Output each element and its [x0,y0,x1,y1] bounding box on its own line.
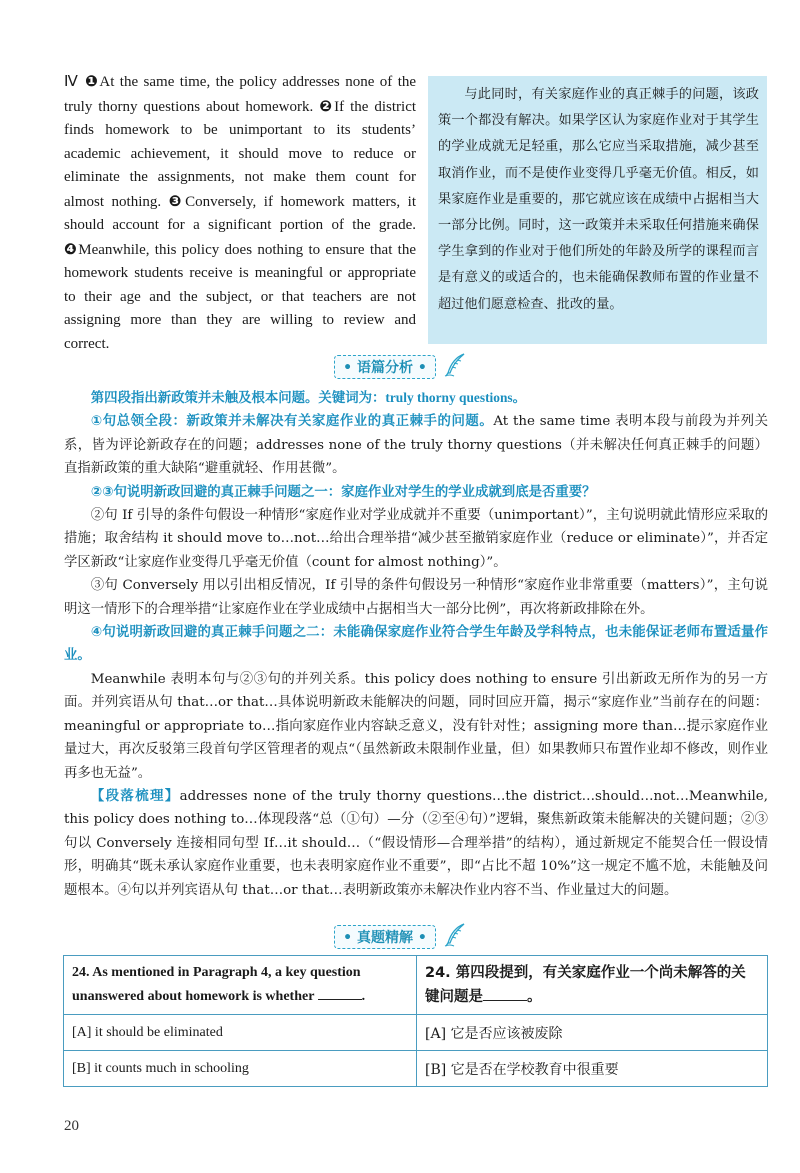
sentence-number-3: ❸ [168,191,186,210]
sentence-number-4: ❹ [64,239,79,258]
question-stem-row [64,956,768,1015]
translation-text: 与此同时，有关家庭作业的真正棘手的问题，该政策一个都没有解决。如果学区认为家庭作业对于其学生的学业成就无足轻重，那么它应当采取措施，减少甚至取消作业，而不是使作业变得几乎毫无价值。相反，如果家庭作业是重要的，那它就应该在成绩中占据相当大一部分比例。同时，这一政策并未采取任何措施来确保学生拿到的作业对于他们所处的年龄及所学的课程而言是有意义的或适合的，也未能确保教师布置的作业量不超过他们愿意检查、批改的量。 [438,87,759,312]
translation-box [428,76,767,344]
question-stem-en: 24. As mentioned in Paragraph 4, a key question unanswered about homework is whether . [64,956,417,1015]
answer-blank [483,988,527,1001]
option-b-zh: [B] 它是否在学校教育中很重要 [417,1051,768,1087]
analysis-summary: 第四段指出新政策并未触及根本问题。关键词为：truly thorny questions。 [90,390,527,406]
option-row-a [64,1015,768,1051]
analysis-sentence-1: ①句总领全段：新政策并未解决有关家庭作业的真正棘手的问题。At the same time 表明本段与前段为并列关系，皆为评论新政存在的问题；addresses none of the truly thorny questions（并未解决任何真正棘手的问题）直指新政策的重大缺陷“避重就轻、作用甚微”。 [64,414,768,477]
exam-section-header [0,923,800,951]
option-a-zh: [A] 它是否应该被废除 [417,1015,768,1051]
analysis-sentence-3: ③句 Conversely 用以引出相反情况，If 引导的条件句假设另一种情形“家庭作业非常重要（matters）”，主句说明这一情形下的合理举措“让家庭作业在学业成绩中占据相当大一部分比例”，再次将新政排除在外。 [64,578,768,617]
analysis-title: • 语篇分析 • [334,355,436,379]
option-a-en: [A] it should be eliminated [64,1015,417,1051]
quill-pen-icon [444,923,466,951]
sentence-1: At the same time, the policy addresses none of the truly thorny questions about homework. [64,74,417,115]
sentence-4: Meanwhile, this policy does nothing to ensure that the homework students receive is meaningful or appropriate to their age and the subject, or that teachers are not assigning more than they are willing to review and correct. [64,241,416,352]
analysis-sentence-4: Meanwhile 表明本句与②③句的并列关系。this policy does nothing to ensure 引出新政无所作为的另一方面。并列宾语从句 that…or that…具体说明新政未能解决的问题，同时回应开篇，揭示“家庭作业”当前存在的问题：meaningful or appropriate to…指向家庭作业内容缺乏意义，没有针对性；assigning more than…提示家庭作业量过大，再次反驳第三段首句学区管理者的观点“（虽然新政未限制作业量，但）如果教师只布置作业却不修改，则作业再多也无益”。 [64,671,768,781]
english-passage [64,70,416,356]
sentence-2: If the district finds homework to be unimportant to its students’ academic achievement, it should move to reduce or eliminate the assignments, not make them count for almost nothing. [64,98,417,210]
quill-pen-icon [444,353,466,381]
answer-blank [318,987,362,1000]
sentence-number-2: ❷ [319,96,335,115]
analysis-sentence-2: ②句 If 引导的条件句假设一种情形“家庭作业对学业成就并不重要（unimportant）”，主句说明就此情形应采取的措施；取舍结构 it should move to…not…给出合理举措“减少甚至撤销家庭作业（reduce or eliminate）”，并否定学区新政“让家庭作业变得几乎毫无价值（count for almost nothing）”。 [64,508,768,570]
analysis-body [64,386,768,902]
page-number: 20 [64,1118,79,1134]
question-table [63,955,768,1087]
paragraph-number: Ⅳ [64,74,80,90]
analysis-heading-4: ④句说明新政回避的真正棘手问题之二：未能确保家庭作业符合学生年龄及学科特点，也未能保证老师布置适量作业。 [64,625,768,664]
paragraph-summary: 【段落梳理】addresses none of the truly thorny questions…the district…should…not…Meanwhile, this policy does nothing to…体现段落“总（①句）—分（②至④句）”逻辑，聚焦新政策未能解决的关键问题；②③句以 Conversely 连接相同句型 If…it should…（“假设情形—合理举措”的结构），通过新规定不能契合任一假设情形，明确其“既未承认家庭作业重要，也未表明家庭作业不重要”，即“占比不超 10%”这一规定不尴不尬，未能触及问题根本。④句以并列宾语从句 that…or that…表明新政策亦未解决作业内容不当、作业量过大的问题。 [64,788,768,898]
option-row-b [64,1051,768,1087]
sentence-3: Conversely, if homework matters, it should account for a significant portion of the grade. [64,193,416,233]
analysis-section-header [0,353,800,381]
option-b-en: [B] it counts much in schooling [64,1051,417,1087]
sentence-number-1: ❶ [84,72,100,90]
analysis-heading-2: ②③句说明新政回避的真正棘手问题之一：家庭作业对学生的学业成就到底是否重要？ [90,484,596,500]
question-stem-zh: 24. 第四段提到，有关家庭作业一个尚未解答的关键问题是 。 [417,956,768,1015]
exam-title: • 真题精解 • [334,925,436,949]
